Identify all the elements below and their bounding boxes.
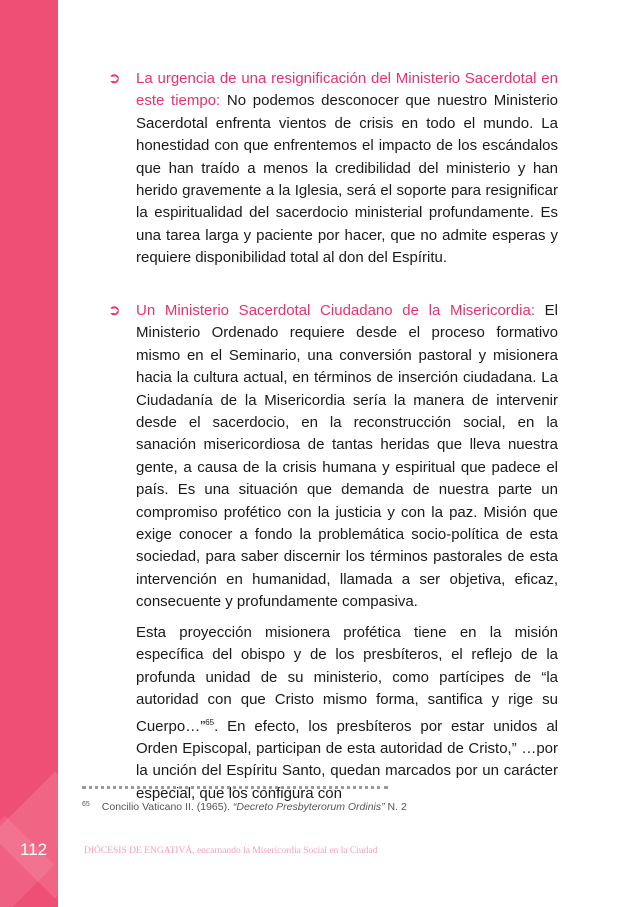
bullet-heading: Un Ministerio Sacerdotal Ciudadano de la Misericordia: [136,302,535,319]
bullet-item [108,68,558,270]
paragraph-text: . En efecto, los presbíteros por estar unidos al Orden Episcopal, participan de esta autoridad de Cristo,” …por la unción del Espíritu Santo, quedan marcados por un carácter especial, que los configura con [136,717,558,802]
footnote-source: Concilio Vaticano II. (1965). [101,801,233,813]
arrow-bullet-icon: ➲ [108,302,121,319]
body-paragraph [136,622,558,805]
page-footer: DIÓCESIS DE ENGATIVÁ, encarnando la Misericordia Social en la Ciudad [84,846,378,856]
paragraph-text: Esta proyección misionera profética tiene en la misión específica del obispo y de los presbíteros, el reflejo de la profunda unidad de su ministerio, como partícipes de “la autoridad con que Cristo mismo forma, santifica y rige su Cuerpo…” [136,624,558,735]
footnote-reference[interactable]: 65 [205,717,215,727]
bullet-text: No podemos desconocer que nuestro Ministerio Sacerdotal enfrenta vientos de crisis en todo el mundo. La honestidad con que enfrentemos el impacto de los escándalos que han traído a menos la credibilidad del ministerio y han herido gravemente a la Iglesia, será el soporte para resignificar la espiritualidad del sacerdocio ministerial profundamente. Es una tarea larga y paciente por hacer, que no admite esperas y requiere disponibilidad total al don del Espíritu. [136,92,558,267]
bullet-heading: La urgencia de una resignificación del Ministerio Sacerdotal en este tiempo: [136,70,558,110]
footnote-title: “Decreto Presbyterorum Ordinis” [232,801,385,813]
left-sidebar-band [0,0,58,907]
footnote-number: 65 [82,801,90,808]
arrow-bullet-icon: ➲ [108,70,121,87]
footnote [82,801,407,813]
bullet-item [108,300,558,614]
footnote-divider [82,786,388,792]
bullet-text: El Ministerio Ordenado requiere desde el proceso formativo mismo en el Seminario, una conversión pastoral y misionera hacia la cultura actual, en términos de inserción ciudadana. La Ciudadanía de la Misericordia sería la manera de intervenir desde el sacerdocio, en la reconstrucción social, en la sanación misericordiosa de tantas heridas que lleva nuestra gente, a causa de la crisis humana y espiritual que padece el país. Es una situación que demanda de nuestra parte un compromiso profético con la justicia y con la paz. Misión que exige conocer a fondo la problemática socio-política de esta sociedad, para saber discernir los términos pastorales de esta intervención en humanidad, llamada a ser objetiva, eficaz, consecuente y profundamente compasiva. [136,302,559,611]
footnote-section: N. 2 [384,801,407,813]
page-number: 112 [20,840,48,859]
